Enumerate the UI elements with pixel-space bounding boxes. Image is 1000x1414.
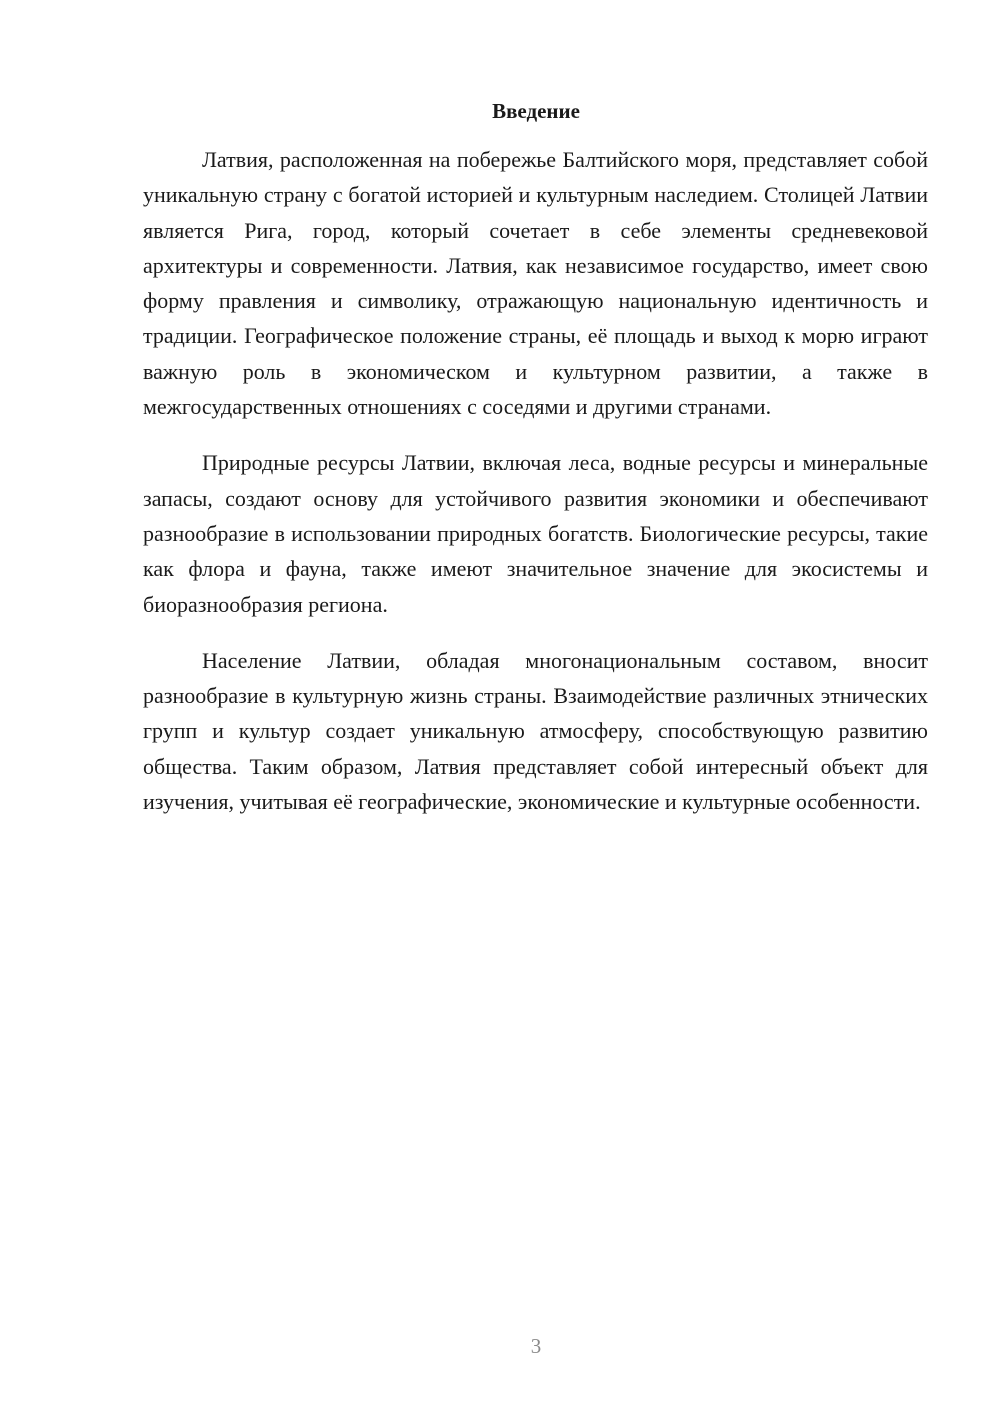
document-body — [143, 142, 928, 840]
paragraph-3: Население Латвии, обладая многонациональным составом, вносит разнообразие в культурную жизнь страны. Взаимодействие различных этнических групп и культур создает уникальную атмосферу, способствующую развитию общества. Таким образом, Латвия представляет собой интересный объект для изучения, учитывая её географические, экономические и культурные особенности. — [143, 647, 928, 815]
paragraph-1: Латвия, расположенная на побережье Балтийского моря, представляет собой уникальную страну с богатой историей и культурным наследием. Столицей Латвии является Рига, город, который сочетает в себе элементы средневековой архитектуры и современности. Латвия, как независимое государство, имеет свою форму правления и символику, отражающую национальную идентичность и традиции. Географическое положение страны, её площадь и выход к морю играют важную роль в экономическом и культурном развитии, а также в межгосударственных отношениях с соседями и другими странами. — [143, 147, 928, 420]
paragraph-2: Природные ресурсы Латвии, включая леса, водные ресурсы и минеральные запасы, создают основу для устойчивого развития экономики и обеспечивают разнообразие в использовании природных богатств. Биологические ресурсы, такие как флора и фауна, также имеют значительное значение для экосистемы и биоразнообразия региона. — [143, 450, 928, 617]
section-title: Введение — [492, 99, 580, 123]
page-number: 3 — [530, 1334, 542, 1358]
